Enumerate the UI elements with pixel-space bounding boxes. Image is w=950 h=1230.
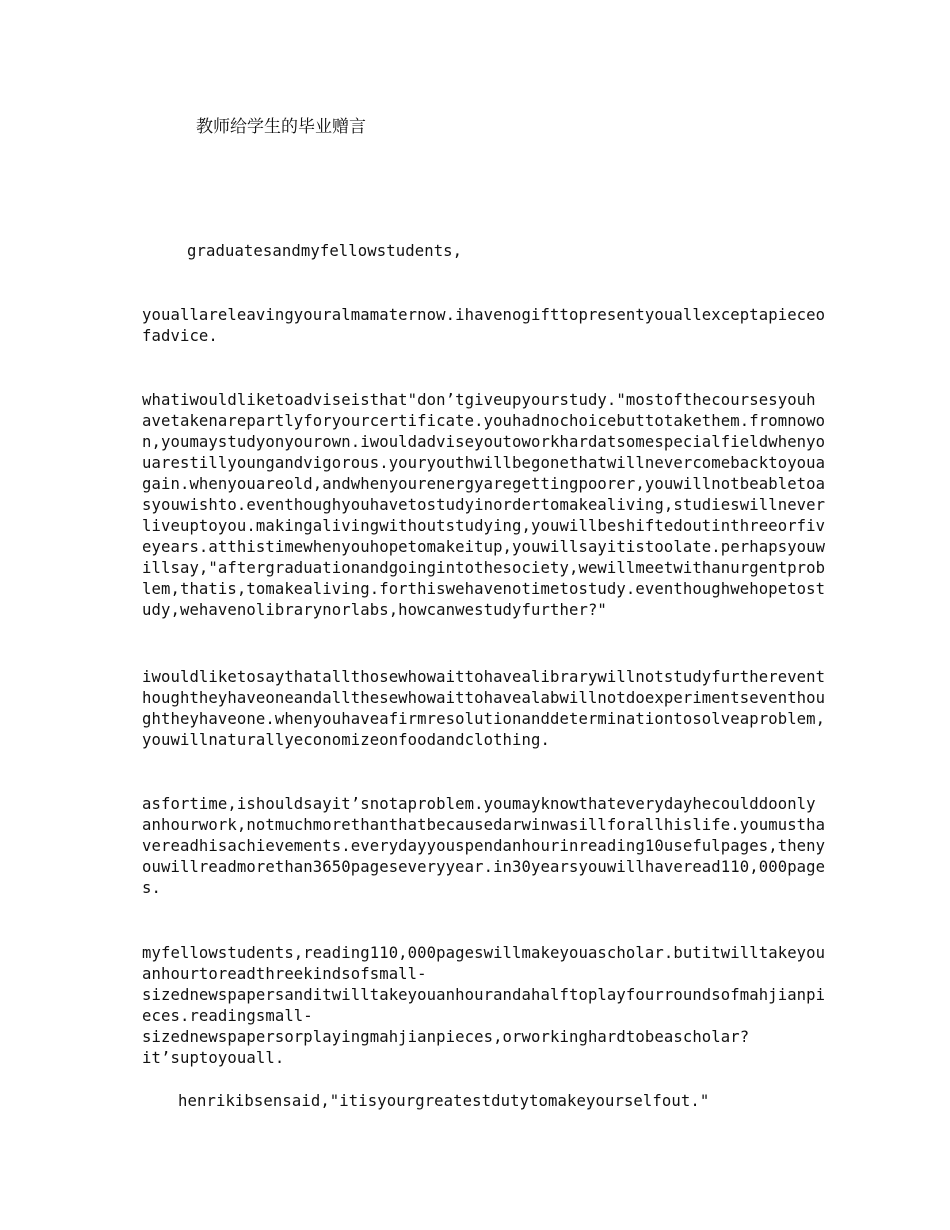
paragraph-line: sizednewspapersorplayingmahjianpieces,orworkinghardtobeascholar? (142, 1028, 750, 1046)
paragraph-line: anhourtoreadthreekindsofsmall- (142, 965, 427, 983)
paragraph-line: ghtheyhaveone.whenyouhaveafirmresolutionanddeterminationtosolveaproblem, (142, 710, 826, 728)
quote-line: henrikibsensaid,"itisyourgreatestdutytomakeyourselfout." (178, 1092, 710, 1110)
paragraph-line: liveuptoyou.makingalivingwithoutstudying,youwillbeshiftedoutinthreeorfiv (142, 517, 826, 535)
paragraph-line: vereadhisachievements.everydayyouspendanhourinreading10usefulpages,theny (142, 837, 826, 855)
paragraph-line: iwouldliketosaythatallthosewhowaittohavealibrarywillnotstudyfurtherevent (142, 668, 826, 686)
paragraph-line: s. (142, 879, 161, 897)
paragraph-line: uarestillyoungandvigorous.youryouthwillbegonethatwillnevercomebacktoyoua (142, 454, 826, 472)
paragraph-line: illsay,"aftergraduationandgoingintothesociety,wewillmeetwithanurgentprob (142, 559, 826, 577)
document-title: 教师给学生的毕业赠言 (196, 117, 366, 137)
paragraph-line: youwillnaturallyeconomizeonfoodandclothing. (142, 731, 550, 749)
paragraph-line: fadvice. (142, 327, 218, 345)
paragraph-line: anhourwork,notmuchmorethanthatbecausedarwinwasillforallhislife.youmustha (142, 816, 826, 834)
paragraph-line: n,youmaystudyonyourown.iwouldadviseyoutoworkhardatsomespecialfieldwhenyo (142, 433, 826, 451)
paragraph-line: houghtheyhaveoneandallthesewhowaittohavealabwillnotdoexperimentseventhou (142, 689, 826, 707)
paragraph-line: syouwishto.eventhoughyouhavetostudyinordertomakealiving,studieswillnever (142, 496, 826, 514)
paragraph-line: avetakenarepartlyforyourcertificate.youhadnochoicebuttotakethem.fromnowo (142, 412, 826, 430)
paragraph-line: it’suptoyouall. (142, 1049, 285, 1067)
paragraph-line: sizednewspapersanditwilltakeyouanhourandahalftoplayfourroundsofmahjianpi (142, 986, 826, 1004)
paragraph-line: eces.readingsmall- (142, 1007, 313, 1025)
paragraph-line: eyears.atthistimewhenyouhopetomakeitup,youwillsayitistoolate.perhapsyouw (142, 538, 826, 556)
paragraph-line: ouwillreadmorethan3650pageseveryyear.in30yearsyouwillhaveread110,000page (142, 858, 826, 876)
paragraph-line: youallareleavingyouralmamaternow.ihavenogifttopresentyouallexceptapieceo (142, 306, 826, 324)
paragraph-line: udy,wehavenolibrarynorlabs,howcanwestudyfurther?" (142, 601, 607, 619)
salutation: graduatesandmyfellowstudents, (187, 242, 463, 260)
paragraph-line: gain.whenyouareold,andwhenyourenergyaregettingpoorer,youwillnotbeabletoa (142, 475, 826, 493)
paragraph-line: lem,thatis,tomakealiving.forthiswehavenotimetostudy.eventhoughwehopetost (142, 580, 826, 598)
paragraph-line: asfortime,ishouldsayit’snotaproblem.youmayknowthateverydayhecoulddoonly (142, 795, 816, 813)
paragraph-line: whatiwouldliketoadviseisthat"don’tgiveupyourstudy."mostofthecoursesyouh (142, 391, 816, 409)
paragraph-line: myfellowstudents,reading110,000pageswillmakeyouascholar.butitwilltakeyou (142, 944, 826, 962)
